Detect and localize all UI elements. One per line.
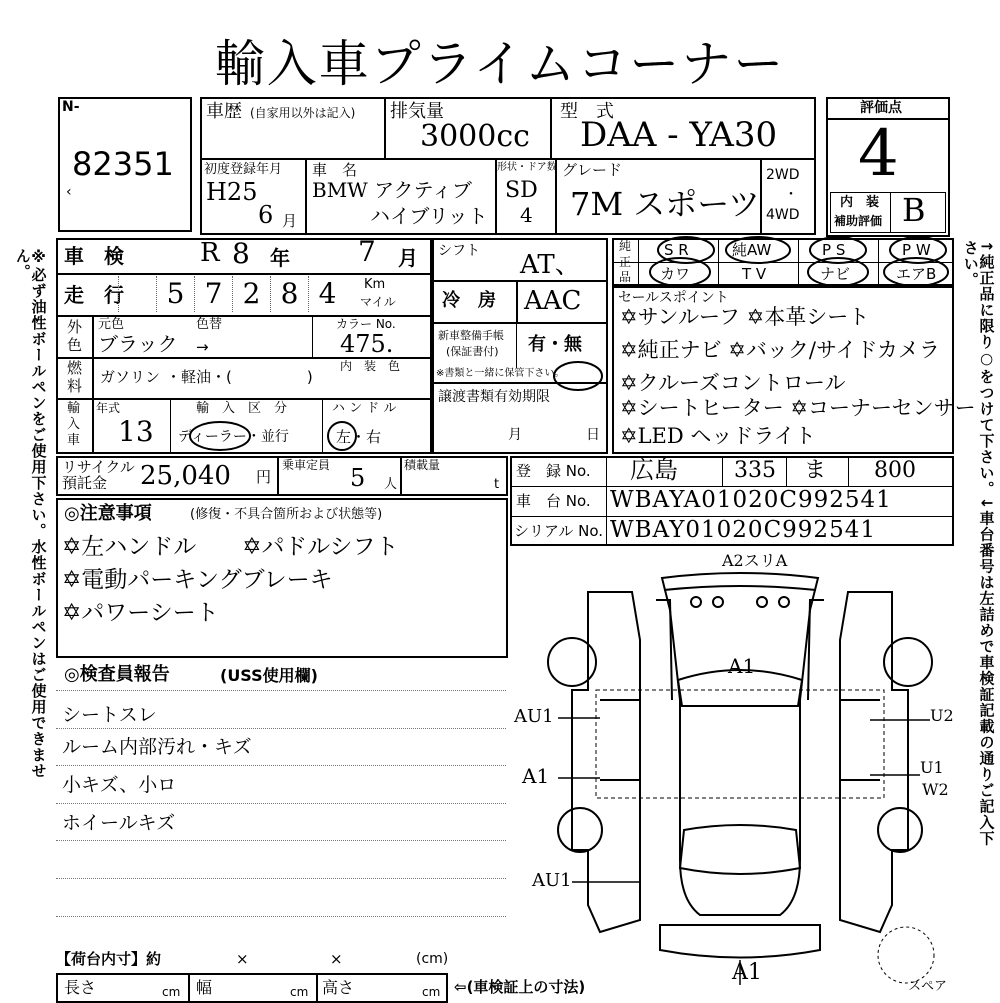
fuel-label-2: 料 bbox=[67, 377, 83, 395]
transfer-month: 月 bbox=[508, 427, 522, 443]
transfer-day: 日 bbox=[586, 427, 600, 443]
sales-line: ✡サンルーフ ✡本革シート bbox=[620, 305, 870, 329]
import-handle-value: 左・右 bbox=[336, 428, 382, 446]
genuine-ps: P S bbox=[822, 241, 846, 259]
inspector-line: シートスレ bbox=[62, 704, 157, 726]
mileage-digit: 2 bbox=[232, 276, 270, 312]
notes-line: ✡電動パーキングブレーキ bbox=[62, 567, 333, 593]
genuine-aw: 純AW bbox=[732, 241, 772, 259]
dims-note: ⇦(車検証上の寸法) bbox=[454, 978, 586, 996]
genuine-label-1: 純 bbox=[619, 239, 632, 253]
map-spare: スペア bbox=[908, 979, 948, 994]
circle-aw bbox=[726, 237, 790, 263]
genuine-sr: S R bbox=[664, 241, 689, 259]
car-name-line1: BMW アクティブ bbox=[312, 178, 472, 202]
spare-circle bbox=[878, 927, 934, 983]
genuine-pw: P W bbox=[902, 241, 931, 259]
score-value: 4 bbox=[858, 117, 899, 191]
color-original-label: 元色 bbox=[98, 317, 125, 332]
ac-value: AAC bbox=[524, 286, 582, 316]
map-a1-left: A1 bbox=[522, 764, 550, 788]
serial-value: WBAY01020C992541 bbox=[610, 517, 876, 543]
interior-value: B bbox=[902, 191, 926, 229]
map-au1-left: AU1 bbox=[514, 706, 554, 727]
ac-label: 冷 房 bbox=[442, 290, 496, 311]
body-doors: 4 bbox=[520, 203, 533, 227]
inspector-label: ◎検査員報告 bbox=[64, 664, 170, 685]
manual-value: 有・無 bbox=[528, 334, 582, 355]
import-label-2: 入 bbox=[67, 417, 81, 432]
mileage-digit: 4 bbox=[308, 276, 346, 312]
side-note-right: ↑純正品に限り○をつけて下さい。↓車台番号は左詰めで車検証記載の通りご記入下さい。 bbox=[961, 240, 996, 847]
capacity-unit: 人 bbox=[384, 477, 398, 492]
cargo-x1: × bbox=[236, 950, 249, 968]
import-year: 13 bbox=[118, 415, 154, 448]
import-kind-label: 輸 入 区 分 bbox=[196, 401, 288, 416]
recycle-unit: 円 bbox=[256, 468, 272, 486]
interior-label-2: 補助評価 bbox=[834, 214, 883, 228]
shaken-label: 車 検 bbox=[64, 244, 124, 268]
cargo-x2: × bbox=[330, 950, 343, 968]
color-arrow: → bbox=[196, 338, 209, 356]
shift-label: シフト bbox=[438, 243, 480, 259]
import-handle-label: ハ ン ド ル bbox=[332, 401, 397, 416]
genuine-navi: ナビ bbox=[820, 265, 851, 283]
transfer-label: 譲渡書類有効期限 bbox=[438, 389, 550, 405]
genuine-tv: T V bbox=[742, 265, 767, 283]
map-u2-right: U2 bbox=[930, 706, 954, 725]
sales-line: ✡シートヒーター ✡コーナーセンサー bbox=[620, 396, 976, 420]
genuine-label-3: 品 bbox=[619, 270, 632, 284]
lot-label: N- bbox=[62, 99, 80, 115]
load-unit: t bbox=[494, 477, 500, 492]
color-label-1: 外 bbox=[67, 318, 83, 336]
shaken-year-unit: 年 bbox=[270, 246, 290, 270]
body-value: SD bbox=[505, 178, 538, 203]
shaken-month: 7 bbox=[358, 235, 376, 268]
history-note: (自家用以外は記入) bbox=[250, 106, 356, 120]
displacement-label: 排気量 bbox=[390, 101, 444, 122]
circle-dealer bbox=[190, 422, 250, 450]
import-kind-value: ディーラー・並行 bbox=[178, 429, 289, 445]
import-year-label: 年式 bbox=[96, 401, 121, 415]
map-u1-right: U1 bbox=[920, 758, 944, 777]
color-value: ブラック bbox=[98, 332, 178, 356]
model-label: 型 式 bbox=[560, 101, 614, 122]
drive-4wd: 4WD bbox=[766, 207, 800, 223]
recycle-label-1: リサイクル bbox=[62, 458, 135, 476]
fuel-value-prefix: ガソリン bbox=[100, 368, 161, 386]
side-note-left: ※必ず油性ボールペンをご使用下さい。水性ボールペンはご使用できません。 bbox=[13, 248, 48, 779]
map-w2-right: W2 bbox=[922, 780, 949, 799]
page-title: 輸入車プライムコーナー bbox=[214, 35, 786, 93]
registration-region: 広島 bbox=[630, 456, 678, 484]
mileage-digit: 7 bbox=[194, 276, 232, 312]
sales-line: ✡純正ナビ ✡バック/サイドカメラ bbox=[620, 338, 940, 362]
genuine-label-2: 正 bbox=[619, 255, 632, 269]
registration-number: 800 bbox=[874, 458, 916, 483]
color-change-label: 色替 bbox=[196, 317, 223, 332]
sales-line: ✡LED ヘッドライト bbox=[620, 424, 816, 448]
mileage-unit-mile: マイル bbox=[360, 295, 396, 309]
registration-label: 登 録 No. bbox=[516, 462, 591, 480]
inspector-line: 小キズ、小ロ bbox=[62, 774, 177, 796]
dims-width-unit: cm bbox=[290, 985, 309, 999]
registration-kana: ま bbox=[804, 458, 827, 483]
shaken-era: R bbox=[200, 238, 220, 268]
load-label: 積載量 bbox=[404, 458, 441, 472]
interior-color-label: 内 装 色 bbox=[340, 359, 401, 373]
registration-class: 335 bbox=[734, 458, 776, 483]
cargo-label: 【荷台内寸】約 bbox=[56, 950, 162, 968]
dims-height: 高さ bbox=[322, 978, 355, 997]
recycle-value: 25,040 bbox=[140, 461, 231, 491]
notes-sub: (修復・不具合箇所および状態等) bbox=[190, 507, 383, 522]
drive-dot: ・ bbox=[784, 187, 798, 203]
capacity-label: 乗車定員 bbox=[282, 458, 331, 472]
lot-mark: ‹ bbox=[66, 184, 72, 200]
displacement-value: 3000cc bbox=[420, 119, 530, 154]
mileage-unit-km: Km bbox=[364, 277, 386, 292]
mileage-digit: 5 bbox=[156, 276, 194, 312]
grade-label: グレード bbox=[562, 161, 623, 179]
map-a1-top: A1 bbox=[728, 654, 756, 678]
genuine-leather: カワ bbox=[660, 265, 691, 283]
color-code-label: カラー No. bbox=[336, 317, 396, 331]
grade-value: 7M スポーツ bbox=[570, 185, 761, 223]
chassis-value: WBAYA01020C992541 bbox=[610, 487, 892, 513]
body-label: 形状・ドア数 bbox=[497, 162, 557, 173]
chassis-label: 車 台 No. bbox=[516, 492, 591, 510]
cargo-unit: (cm) bbox=[416, 951, 449, 967]
dims-height-unit: cm bbox=[422, 985, 441, 999]
manual-label-2: (保証書付) bbox=[446, 345, 499, 358]
import-label-3: 車 bbox=[67, 433, 81, 448]
circle-gasoline bbox=[554, 362, 602, 390]
mileage-digit: 8 bbox=[270, 276, 308, 312]
circle-left-handle bbox=[328, 422, 356, 450]
first-reg-month: 6 bbox=[258, 201, 274, 229]
notes-label: ◎注意事項 bbox=[64, 503, 152, 524]
first-reg-month-unit: 月 bbox=[282, 212, 298, 230]
manual-note: ※書類と一緒に保管下さい。 bbox=[436, 368, 565, 379]
color-label-2: 色 bbox=[67, 336, 83, 354]
circle-ps bbox=[810, 237, 866, 263]
dims-length: 長さ bbox=[64, 978, 97, 997]
sales-label: セールスポイント bbox=[618, 290, 729, 306]
inspector-line: ルーム内部汚れ・キズ bbox=[62, 736, 252, 758]
fuel-label-1: 燃 bbox=[67, 359, 83, 377]
car-name-line2: ハイブリット bbox=[370, 204, 488, 228]
mileage-label: 走 行 bbox=[64, 283, 124, 307]
capacity-value: 5 bbox=[350, 464, 366, 492]
sales-line: ✡クルーズコントロール bbox=[620, 371, 846, 395]
import-label-1: 輸 bbox=[67, 401, 81, 416]
shift-value: AT、 bbox=[520, 250, 581, 280]
color-code: 475. bbox=[340, 330, 394, 358]
manual-label-1: 新車整備手帳 bbox=[438, 329, 504, 342]
dims-width: 幅 bbox=[196, 978, 213, 997]
score-label: 評価点 bbox=[860, 100, 902, 116]
shaken-month-unit: 月 bbox=[398, 246, 418, 270]
genuine-airbag: エアB bbox=[896, 265, 937, 283]
map-a1-bottom: A1 bbox=[732, 960, 762, 985]
serial-label: シリアル No. bbox=[514, 522, 604, 540]
map-a2: A2スリA bbox=[722, 551, 788, 570]
model-value: DAA - YA30 bbox=[580, 115, 778, 155]
drive-2wd: 2WD bbox=[766, 167, 800, 183]
first-reg-year: H25 bbox=[206, 178, 258, 206]
recycle-label-2: 預託金 bbox=[62, 474, 108, 492]
shaken-year: 8 bbox=[232, 237, 250, 270]
inspector-sub: (USS使用欄) bbox=[220, 666, 318, 685]
dims-length-unit: cm bbox=[162, 985, 181, 999]
inspector-line: ホイールキズ bbox=[62, 812, 176, 834]
fuel-value-rest: ・軽油・( ) bbox=[166, 368, 313, 386]
interior-label-1: 内 装 bbox=[840, 195, 880, 210]
history-label: 車歴 bbox=[206, 101, 242, 122]
first-reg-label: 初度登録年月 bbox=[204, 162, 283, 177]
circle-pw bbox=[890, 237, 946, 263]
notes-line: ✡左ハンドル ✡パドルシフト bbox=[62, 534, 399, 560]
map-au1-bottom: AU1 bbox=[532, 870, 572, 891]
notes-line: ✡パワーシート bbox=[62, 600, 219, 626]
car-name-label: 車 名 bbox=[312, 161, 358, 179]
lot-number: 82351 bbox=[72, 145, 174, 183]
